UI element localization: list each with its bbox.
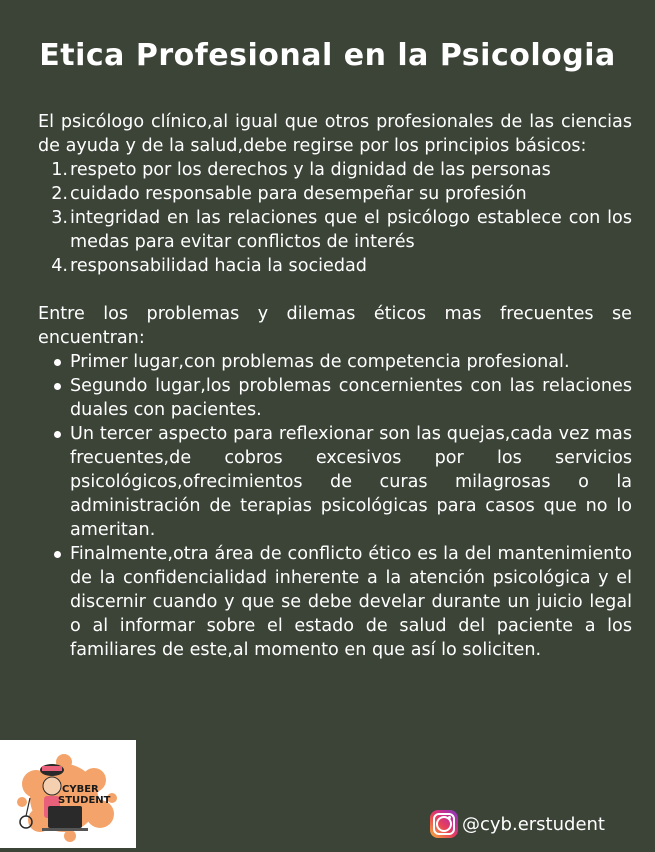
page-title: Etica Profesional en la Psicologia (39, 38, 616, 73)
problem-item (38, 422, 632, 542)
logo-text-line1: CYBER (62, 784, 99, 795)
problem-item (38, 350, 632, 374)
problem-text: Un tercer aspecto para reflexionar son las quejas,cada vez mas frecuentes,de cobros excesivos por los servicios psicológicos,ofrecimientos de curas milagrosas o la administración de terapias psicológicas para casos que no lo ameritan. (70, 424, 632, 540)
problem-item (38, 374, 632, 422)
principle-text: respeto por los derechos y la dignidad de las personas (70, 160, 551, 180)
problem-item (38, 542, 632, 662)
bullet-icon (54, 551, 61, 558)
instagram-icon (430, 810, 458, 838)
principle-item (38, 254, 632, 278)
principle-item (38, 182, 632, 206)
principle-number: 1. (51, 160, 68, 180)
principle-item (38, 206, 632, 254)
principles-list (38, 158, 632, 278)
section-spacer (38, 278, 632, 302)
problem-text: Segundo lugar,los problemas concernientes con las relaciones duales con pacientes. (70, 376, 632, 420)
principle-number: 2. (51, 184, 68, 204)
bullet-icon (54, 431, 61, 438)
problems-list (38, 350, 632, 662)
logo-text-line2: STUDENT (58, 795, 111, 806)
intro-paragraph: El psicólogo clínico,al igual que otros profesionales de las ciencias de ayuda y de la salud,debe regirse por los principios básicos: (38, 112, 632, 156)
principle-item (38, 158, 632, 182)
problem-text: Primer lugar,con problemas de competencia profesional. (70, 352, 570, 372)
principle-number: 3. (51, 208, 68, 228)
main-content (38, 110, 632, 662)
bullet-icon (54, 359, 61, 366)
principle-number: 4. (51, 256, 68, 276)
bullet-icon (54, 383, 61, 390)
instagram-handle-text: @cyb.erstudent (462, 813, 605, 835)
principle-text: integridad en las relaciones que el psicólogo establece con los medas para evitar conflictos de interés (70, 208, 632, 252)
instagram-handle[interactable] (430, 808, 605, 840)
logo-graphic (0, 740, 136, 848)
problem-text: Finalmente,otra área de conflicto ético es la del mantenimiento de la confidencialidad inherente a la atención psicológica y el discernir cuando y que se debe develar durante un juicio legal o al informar sobre el estado de salud del paciente a los familiares de este,al momento en que así lo soliciten. (70, 544, 632, 660)
principle-text: responsabilidad hacia la sociedad (70, 256, 367, 276)
cyber-student-logo (0, 740, 136, 848)
principle-text: cuidado responsable para desempeñar su profesión (70, 184, 527, 204)
problems-intro-paragraph: Entre los problemas y dilemas éticos mas frecuentes se encuentran: (38, 304, 632, 348)
